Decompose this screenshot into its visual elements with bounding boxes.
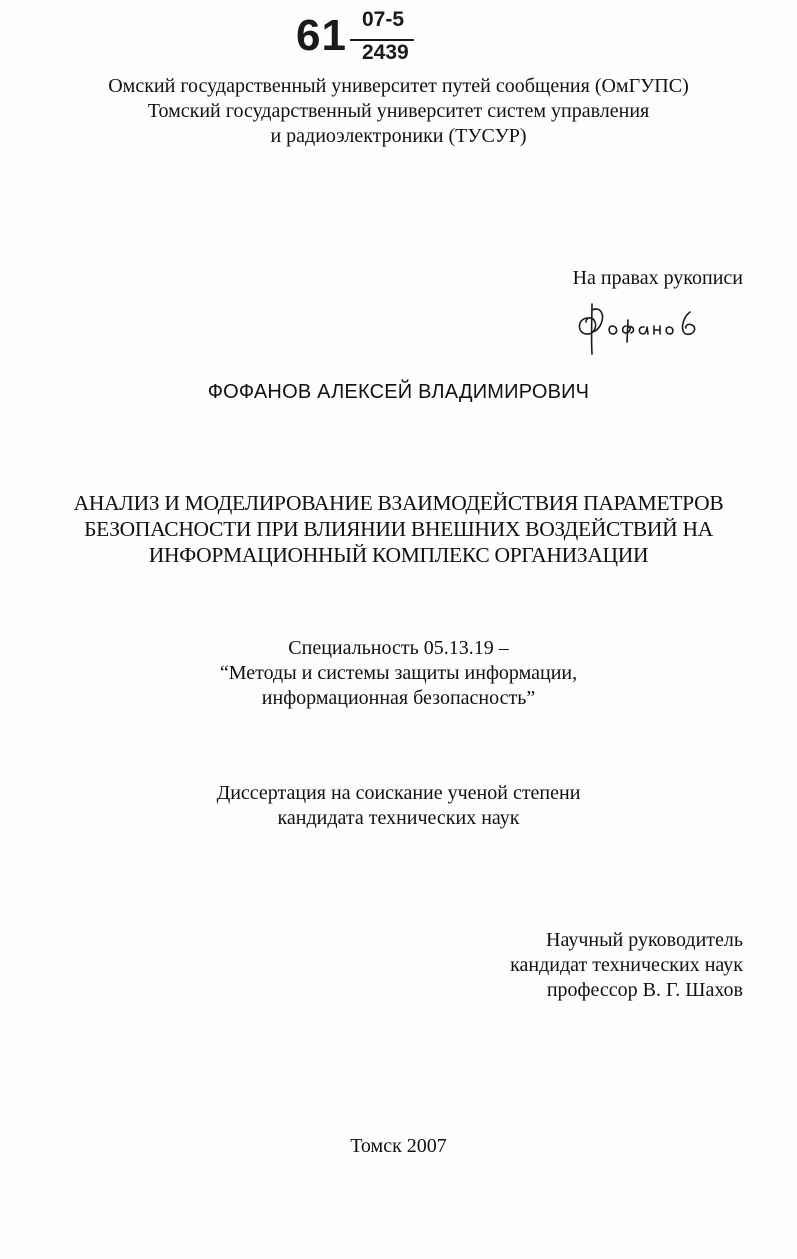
university-line: Томский государственный университет систем управления — [147, 100, 650, 122]
specialty-line: Специальность 05.13.19 – — [288, 637, 509, 659]
stamp-bottom-number: 2439 — [362, 41, 409, 64]
degree-block — [0, 781, 797, 831]
specialty-line: информационная безопасность” — [261, 687, 536, 709]
university-header — [0, 74, 797, 149]
title-line: ИНФОРМАЦИОННЫЙ КОМПЛЕКС ОРГАНИЗАЦИИ — [148, 543, 649, 567]
stamp-top-number: 07-5 — [362, 8, 405, 31]
title-line: АНАЛИЗ И МОДЕЛИРОВАНИЕ ВЗАИМОДЕЙСТВИЯ ПАРАМЕТРОВ — [73, 491, 724, 515]
university-line: Омский государственный университет путей сообщения (ОмГУПС) — [108, 75, 689, 97]
specialty-line: “Методы и системы защиты информации, — [219, 662, 578, 684]
title-line: БЕЗОПАСНОСТИ ПРИ ВЛИЯНИИ ВНЕШНИХ ВОЗДЕЙСТВИЙ НА — [84, 517, 713, 541]
library-stamp — [296, 8, 426, 68]
supervisor-line: Научный руководитель — [546, 929, 743, 951]
supervisor-line: профессор В. Г. Шахов — [546, 979, 743, 1001]
author-signature — [574, 296, 714, 356]
supervisor-line: кандидат технических наук — [510, 954, 743, 976]
specialty-block — [0, 636, 797, 711]
dissertation-title — [0, 490, 797, 568]
stamp-main-number: 61 — [296, 11, 347, 60]
degree-line: Диссертация на соискание ученой степени — [216, 782, 581, 804]
manuscript-rights-note: На правах рукописи — [572, 267, 743, 289]
degree-line: кандидата технических наук — [277, 807, 520, 829]
city-year: Томск 2007 — [350, 1135, 447, 1157]
university-line: и радиоэлектроники (ТУСУР) — [270, 125, 527, 147]
supervisor-block — [510, 928, 743, 1003]
author-name: ФОФАНОВ АЛЕКСЕЙ ВЛАДИМИРОВИЧ — [207, 381, 590, 403]
